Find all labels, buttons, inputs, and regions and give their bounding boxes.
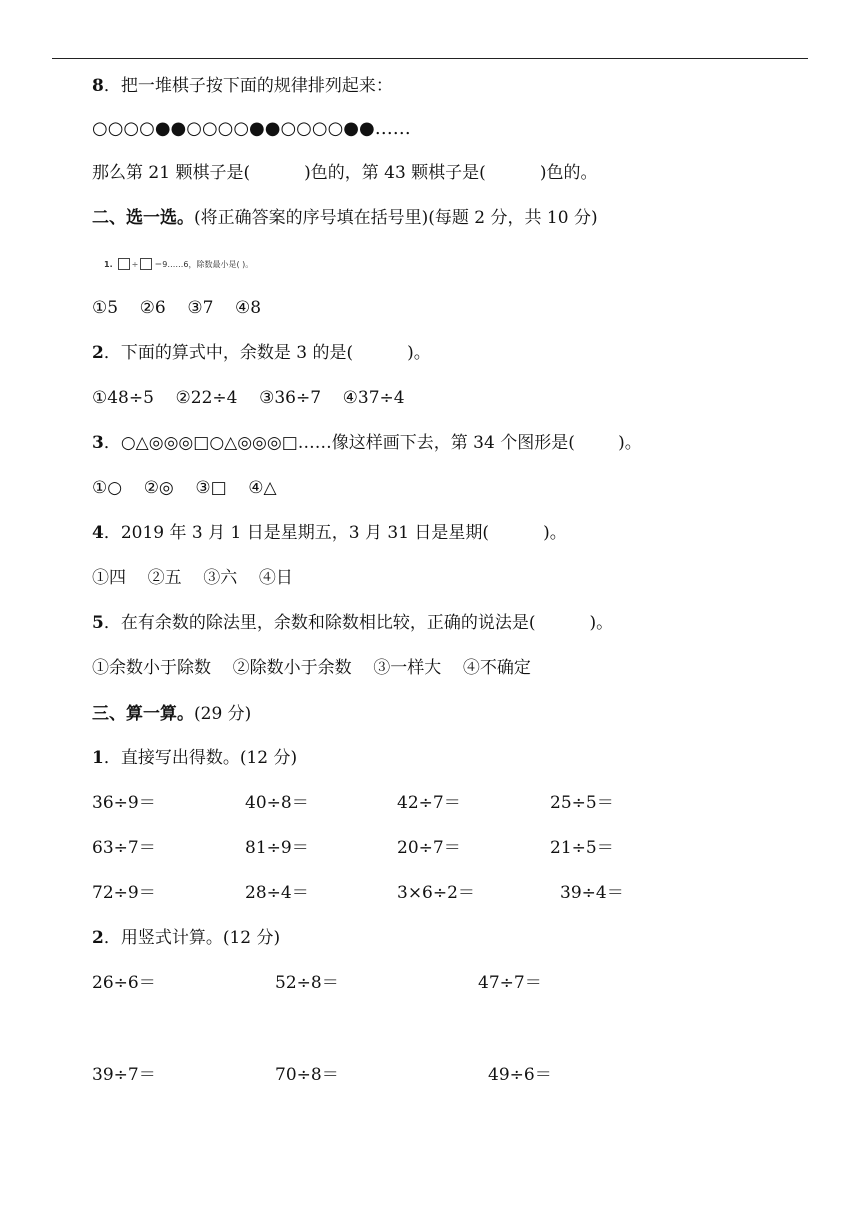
q2-5-question [92,612,613,634]
q3-2-number: 2 [92,928,104,948]
vertical-calc-item: 70÷8＝ [275,1065,339,1085]
section3-heading [92,703,251,725]
section2-heading-label: 二、选一选。 [92,208,194,228]
q2-2-question [92,342,431,364]
q8-title [92,75,393,97]
blank-box [118,258,130,270]
q2-4-options: ①四 ②五 ③六 ④日 [92,568,293,588]
q3-1-number: 1 [92,748,104,768]
vertical-calc-item: 52÷8＝ [275,973,339,993]
q3-1-title [92,747,297,769]
q2-5-text: ．在有余数的除法里，余数和除数相比较，正确的说法是( )。 [103,613,614,633]
mental-math-item: 63÷7＝ [92,838,156,858]
q2-1-question [104,257,253,271]
q2-1-number: 1. [104,259,113,269]
section3-heading-label: 三、算一算。 [92,704,194,724]
q8-question: 那么第 21 颗棋子是( )色的，第 43 颗棋子是( )色的。 [92,163,598,183]
q2-5-options: ①余数小于除数 ②除数小于余数 ③一样大 ④不确定 [92,658,531,678]
q3-2-text: ．用竖式计算。(12 分) [103,928,281,948]
q2-2-number: 2 [92,343,104,363]
q2-4-text: ．2019 年 3 月 1 日是星期五，3 月 31 日是星期( )。 [103,523,567,543]
vertical-calc-item: 26÷6＝ [92,973,156,993]
mental-math-item: 36÷9＝ [92,793,156,813]
q8-pattern: ○○○○●●○○○○●●○○○○●●…… [92,118,411,139]
section2-heading [92,207,598,229]
vertical-calc-item: 47÷7＝ [478,973,542,993]
q8-number: 8 [92,76,104,96]
q2-1-options: ①5 ②6 ③7 ④8 [92,298,262,318]
q8-title-text: ．把一堆棋子按下面的规律排列起来： [103,76,393,96]
q2-3-number: 3 [92,433,104,453]
q2-2-options: ①48÷5 ②22÷4 ③36÷7 ④37÷4 [92,388,405,408]
section2-heading-rest: (将正确答案的序号填在括号里)(每题 2 分，共 10 分) [194,208,598,228]
blank-box [140,258,152,270]
q2-1-div-sign: ÷ [131,259,139,269]
mental-math-item: 40÷8＝ [245,793,309,813]
q2-1-text: ＝9……6，除数最小是( )。 [154,259,254,269]
mental-math-item: 20÷7＝ [397,838,461,858]
mental-math-item: 81÷9＝ [245,838,309,858]
q3-2-title [92,927,280,949]
q2-5-number: 5 [92,613,104,633]
q2-4-number: 4 [92,523,104,543]
header-rule [52,58,808,59]
section3-heading-rest: (29 分) [194,704,252,724]
q2-3-options: ①○ ②◎ ③□ ④△ [92,478,277,498]
vertical-calc-item: 39÷7＝ [92,1065,156,1085]
q2-2-text: ．下面的算式中，余数是 3 的是( )。 [103,343,431,363]
mental-math-item: 72÷9＝ [92,883,156,903]
q3-1-text: ．直接写出得数。(12 分) [103,748,298,768]
mental-math-item: 3×6÷2＝ [397,883,475,903]
q2-4-question [92,522,567,544]
mental-math-item: 42÷7＝ [397,793,461,813]
q2-3-question [92,432,642,454]
q2-3-text: ．○△◎◎◎□○△◎◎◎□……像这样画下去，第 34 个图形是( )。 [103,433,642,453]
mental-math-item: 28÷4＝ [245,883,309,903]
mental-math-item: 25÷5＝ [550,793,614,813]
mental-math-item: 39÷4＝ [560,883,624,903]
vertical-calc-item: 49÷6＝ [488,1065,552,1085]
mental-math-item: 21÷5＝ [550,838,614,858]
